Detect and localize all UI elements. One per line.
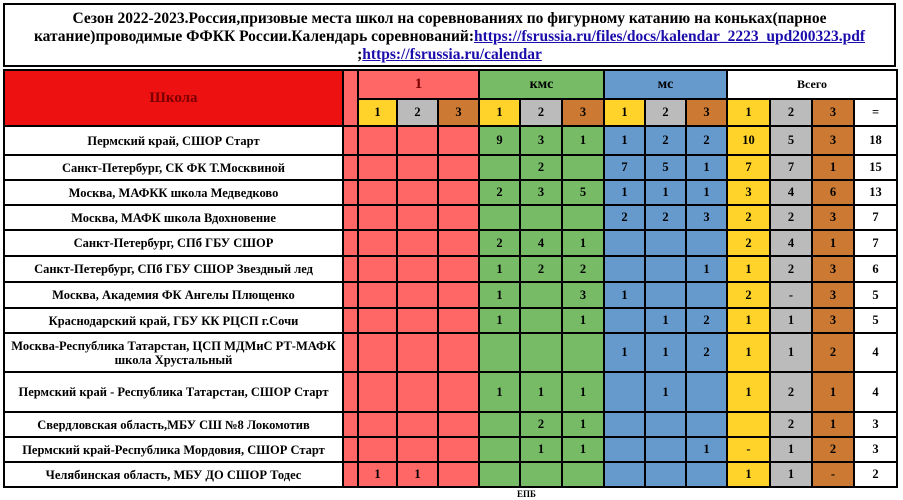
school-name: Санкт-Петербург, СПб ГБУ СШОР Звездный лед <box>4 256 343 282</box>
ms-place-3-cell <box>686 230 727 256</box>
kms-place-2-cell: 2 <box>520 155 562 180</box>
ms-place-1-cell: 1 <box>604 126 645 155</box>
place-header: 2 <box>770 99 812 126</box>
ms-place-3-cell: 1 <box>686 180 727 205</box>
first-place-2-cell <box>397 256 438 282</box>
ms-place-1-cell <box>604 437 645 462</box>
total-place-3-cell: 6 <box>812 180 854 205</box>
row-spacer <box>343 333 358 372</box>
ms-place-2-cell <box>645 230 686 256</box>
first-place-3-cell <box>438 462 479 487</box>
total-place-1-cell: 2 <box>727 282 770 308</box>
ms-place-2-cell: 2 <box>645 205 686 230</box>
ms-place-2-cell: 1 <box>645 180 686 205</box>
school-name: Санкт-Петербург, СК ФК Т.Москвиной <box>4 155 343 180</box>
total-place-3-cell: 1 <box>812 230 854 256</box>
ms-place-3-cell <box>686 282 727 308</box>
kms-place-1-cell <box>479 333 520 372</box>
total-place-2-cell: 2 <box>770 412 812 437</box>
school-name: Москва-Республика Татарстан, ЦСП МДМиС РТ-МАФК школа Хрустальный <box>4 333 343 372</box>
kms-place-1-cell <box>479 437 520 462</box>
first-place-2-cell <box>397 155 438 180</box>
ms-place-1-cell: 1 <box>604 180 645 205</box>
total-place-1-cell <box>727 412 770 437</box>
kms-place-2-cell <box>520 462 562 487</box>
total-sum-cell: 3 <box>854 412 897 437</box>
row-spacer <box>343 256 358 282</box>
total-sum-cell: 4 <box>854 372 897 412</box>
ms-place-1-cell: 1 <box>604 333 645 372</box>
kms-place-1-cell: 1 <box>479 282 520 308</box>
ms-place-1-cell: 7 <box>604 155 645 180</box>
first-place-3-cell <box>438 155 479 180</box>
ms-place-3-cell: 2 <box>686 308 727 333</box>
school-name: Пермский край - Республика Татарстан, СШОР Старт <box>4 372 343 412</box>
place-header: 2 <box>397 99 438 126</box>
total-place-3-cell: 3 <box>812 282 854 308</box>
school-name: Москва, Академия ФК Ангелы Плющенко <box>4 282 343 308</box>
kms-place-1-cell: 9 <box>479 126 520 155</box>
school-name: Краснодарский край, ГБУ КК РЦСП г.Сочи <box>4 308 343 333</box>
row-spacer <box>343 205 358 230</box>
kms-place-2-cell <box>520 282 562 308</box>
place-header: 3 <box>562 99 604 126</box>
first-place-1-cell <box>358 256 397 282</box>
ms-place-1-cell <box>604 372 645 412</box>
ms-place-2-cell: 1 <box>645 372 686 412</box>
first-place-2-cell <box>397 308 438 333</box>
kms-place-3-cell <box>562 205 604 230</box>
total-place-2-cell: 1 <box>770 462 812 487</box>
kms-place-2-cell <box>520 308 562 333</box>
first-place-2-cell <box>397 437 438 462</box>
first-place-3-cell <box>438 437 479 462</box>
total-place-1-cell: - <box>727 437 770 462</box>
total-place-2-cell: 2 <box>770 256 812 282</box>
kms-place-1-cell: 2 <box>479 230 520 256</box>
total-place-2-cell: 1 <box>770 437 812 462</box>
school-name: Санкт-Петербург, СПб ГБУ СШОР <box>4 230 343 256</box>
total-place-1-cell: 2 <box>727 230 770 256</box>
kms-place-1-cell: 1 <box>479 372 520 412</box>
first-place-2-cell <box>397 412 438 437</box>
ms-place-3-cell: 1 <box>686 155 727 180</box>
first-place-2-cell <box>397 180 438 205</box>
kms-place-1-cell: 2 <box>479 180 520 205</box>
total-sum-cell: 5 <box>854 282 897 308</box>
total-sum-cell: 6 <box>854 256 897 282</box>
first-place-2-cell <box>397 205 438 230</box>
row-spacer <box>343 372 358 412</box>
total-place-3-cell: 1 <box>812 155 854 180</box>
ms-place-3-cell <box>686 462 727 487</box>
table-row <box>4 256 897 282</box>
first-place-3-cell <box>438 333 479 372</box>
ms-place-2-cell <box>645 282 686 308</box>
first-place-1-cell <box>358 126 397 155</box>
total-place-1-cell: 10 <box>727 126 770 155</box>
ms-place-2-cell <box>645 256 686 282</box>
table-row <box>4 282 897 308</box>
kms-place-3-cell: 5 <box>562 180 604 205</box>
ms-place-1-cell <box>604 308 645 333</box>
kms-place-1-cell: 1 <box>479 256 520 282</box>
kms-place-1-cell <box>479 155 520 180</box>
total-place-2-cell: 5 <box>770 126 812 155</box>
ms-place-2-cell: 5 <box>645 155 686 180</box>
first-place-1-cell <box>358 372 397 412</box>
ms-place-1-cell <box>604 412 645 437</box>
first-place-3-cell <box>438 282 479 308</box>
kms-place-3-cell: 1 <box>562 126 604 155</box>
total-sum-cell: 7 <box>854 205 897 230</box>
ms-place-3-cell <box>686 372 727 412</box>
kms-place-3-cell: 1 <box>562 412 604 437</box>
first-place-1-cell <box>358 230 397 256</box>
ms-place-2-cell <box>645 437 686 462</box>
table-row <box>4 155 897 180</box>
kms-place-3-cell: 3 <box>562 282 604 308</box>
kms-place-2-cell: 3 <box>520 126 562 155</box>
total-sum-cell: 2 <box>854 462 897 487</box>
header-group-kms: кмс <box>479 70 604 99</box>
place-header: 1 <box>358 99 397 126</box>
header-group-total: Всего <box>727 70 897 99</box>
kms-place-3-cell: 1 <box>562 308 604 333</box>
title-text: Сезон 2022-2023.Россия,призовые места школ на соревнованиях по фигурному катанию на коньках(парное катание)проводимые ФФКК России.Календарь соревнований: <box>33 10 827 45</box>
row-spacer <box>343 282 358 308</box>
ms-place-2-cell <box>645 462 686 487</box>
place-header: 1 <box>604 99 645 126</box>
first-place-3-cell <box>438 205 479 230</box>
table-row <box>4 230 897 256</box>
ms-place-3-cell: 2 <box>686 126 727 155</box>
total-sum-cell: 15 <box>854 155 897 180</box>
kms-place-1-cell <box>479 205 520 230</box>
table-row <box>4 126 897 155</box>
table-row <box>4 437 897 462</box>
table-row <box>4 462 897 487</box>
total-sum-cell: 5 <box>854 308 897 333</box>
total-place-2-cell: 1 <box>770 308 812 333</box>
total-place-2-cell: 4 <box>770 180 812 205</box>
total-sum-cell: 3 <box>854 437 897 462</box>
row-spacer <box>343 462 358 487</box>
kms-place-3-cell: 1 <box>562 230 604 256</box>
total-place-1-cell: 7 <box>727 155 770 180</box>
first-place-3-cell <box>438 126 479 155</box>
standings-table <box>3 69 898 488</box>
total-place-2-cell: 2 <box>770 372 812 412</box>
row-spacer <box>343 180 358 205</box>
total-place-3-cell: 3 <box>812 256 854 282</box>
ms-place-3-cell <box>686 412 727 437</box>
kms-place-2-cell: 1 <box>520 372 562 412</box>
ms-place-2-cell <box>645 412 686 437</box>
place-header: 2 <box>645 99 686 126</box>
first-place-2-cell <box>397 333 438 372</box>
header-spacer <box>343 70 358 126</box>
table-row <box>4 412 897 437</box>
ms-place-1-cell <box>604 462 645 487</box>
sum-header: = <box>854 99 897 126</box>
kms-place-2-cell: 1 <box>520 437 562 462</box>
first-place-2-cell: 1 <box>397 462 438 487</box>
kms-place-2-cell: 3 <box>520 180 562 205</box>
table-row <box>4 333 897 372</box>
ms-place-1-cell <box>604 230 645 256</box>
kms-place-3-cell: 1 <box>562 437 604 462</box>
total-place-3-cell: 2 <box>812 333 854 372</box>
first-place-1-cell <box>358 308 397 333</box>
header-group-ms: мс <box>604 70 727 99</box>
ms-place-1-cell <box>604 256 645 282</box>
first-place-1-cell <box>358 437 397 462</box>
header-group-first: 1 <box>358 70 479 99</box>
ms-place-1-cell: 1 <box>604 282 645 308</box>
total-place-3-cell: 3 <box>812 205 854 230</box>
total-place-1-cell: 1 <box>727 308 770 333</box>
kms-place-1-cell <box>479 462 520 487</box>
school-name: Челябинская область, МБУ ДО СШОР Тодес <box>4 462 343 487</box>
place-header: 3 <box>686 99 727 126</box>
kms-place-1-cell <box>479 412 520 437</box>
school-name: Пермский край-Республика Мордовия, СШОР Старт <box>4 437 343 462</box>
first-place-2-cell <box>397 282 438 308</box>
title-separator: ; <box>357 46 363 63</box>
place-header: 1 <box>727 99 770 126</box>
total-place-1-cell: 1 <box>727 372 770 412</box>
kms-place-2-cell <box>520 205 562 230</box>
ms-place-2-cell: 2 <box>645 126 686 155</box>
total-place-3-cell: 3 <box>812 308 854 333</box>
kms-place-2-cell: 2 <box>520 256 562 282</box>
row-spacer <box>343 230 358 256</box>
first-place-1-cell: 1 <box>358 462 397 487</box>
footnote: ЕПБ <box>517 489 536 499</box>
first-place-1-cell <box>358 333 397 372</box>
total-place-1-cell: 2 <box>727 205 770 230</box>
total-place-3-cell: 2 <box>812 437 854 462</box>
total-place-2-cell: 2 <box>770 205 812 230</box>
place-header: 3 <box>812 99 854 126</box>
first-place-3-cell <box>438 308 479 333</box>
total-place-1-cell: 3 <box>727 180 770 205</box>
first-place-2-cell <box>397 372 438 412</box>
kms-place-3-cell: 1 <box>562 372 604 412</box>
school-name: Москва, МАФК школа Вдохновение <box>4 205 343 230</box>
place-header: 1 <box>479 99 520 126</box>
place-header: 3 <box>438 99 479 126</box>
school-name: Москва, МАФКК школа Медведково <box>4 180 343 205</box>
total-place-3-cell: 1 <box>812 372 854 412</box>
kms-place-3-cell <box>562 333 604 372</box>
total-place-1-cell: 1 <box>727 462 770 487</box>
school-name: Пермский край, СШОР Старт <box>4 126 343 155</box>
first-place-1-cell <box>358 155 397 180</box>
row-spacer <box>343 126 358 155</box>
total-sum-cell: 7 <box>854 230 897 256</box>
calendar-pdf-link[interactable]: https://fsrussia.ru/files/docs/kalendar_2223_upd200323.pdf <box>474 28 866 45</box>
table-row <box>4 308 897 333</box>
ms-place-3-cell: 3 <box>686 205 727 230</box>
first-place-3-cell <box>438 230 479 256</box>
kms-place-2-cell <box>520 333 562 372</box>
kms-place-2-cell: 2 <box>520 412 562 437</box>
first-place-3-cell <box>438 372 479 412</box>
header-school: Школа <box>4 70 343 126</box>
first-place-1-cell <box>358 282 397 308</box>
total-place-1-cell: 1 <box>727 333 770 372</box>
total-sum-cell: 13 <box>854 180 897 205</box>
total-sum-cell: 4 <box>854 333 897 372</box>
first-place-3-cell <box>438 412 479 437</box>
total-place-3-cell: - <box>812 462 854 487</box>
ms-place-3-cell: 1 <box>686 256 727 282</box>
calendar-link[interactable]: https://fsrussia.ru/calendar <box>362 46 542 63</box>
total-place-2-cell: 4 <box>770 230 812 256</box>
total-place-2-cell: 1 <box>770 333 812 372</box>
kms-place-3-cell: 2 <box>562 256 604 282</box>
total-place-2-cell: 7 <box>770 155 812 180</box>
kms-place-3-cell <box>562 155 604 180</box>
ms-place-3-cell: 1 <box>686 437 727 462</box>
school-name: Свердловская область,МБУ СШ №8 Локомотив <box>4 412 343 437</box>
total-place-3-cell: 1 <box>812 412 854 437</box>
kms-place-2-cell: 4 <box>520 230 562 256</box>
ms-place-2-cell: 1 <box>645 333 686 372</box>
first-place-3-cell <box>438 256 479 282</box>
row-spacer <box>343 308 358 333</box>
table-row <box>4 205 897 230</box>
first-place-2-cell <box>397 126 438 155</box>
row-spacer <box>343 155 358 180</box>
table-row <box>4 372 897 412</box>
total-sum-cell: 18 <box>854 126 897 155</box>
table-row <box>4 180 897 205</box>
page-title <box>3 3 896 67</box>
ms-place-2-cell: 1 <box>645 308 686 333</box>
row-spacer <box>343 412 358 437</box>
first-place-2-cell <box>397 230 438 256</box>
total-place-1-cell: 1 <box>727 256 770 282</box>
kms-place-1-cell: 1 <box>479 308 520 333</box>
total-place-2-cell: - <box>770 282 812 308</box>
row-spacer <box>343 437 358 462</box>
total-place-3-cell: 3 <box>812 126 854 155</box>
place-header: 2 <box>520 99 562 126</box>
first-place-3-cell <box>438 180 479 205</box>
ms-place-1-cell: 2 <box>604 205 645 230</box>
first-place-1-cell <box>358 412 397 437</box>
kms-place-3-cell <box>562 462 604 487</box>
first-place-1-cell <box>358 180 397 205</box>
ms-place-3-cell: 2 <box>686 333 727 372</box>
first-place-1-cell <box>358 205 397 230</box>
